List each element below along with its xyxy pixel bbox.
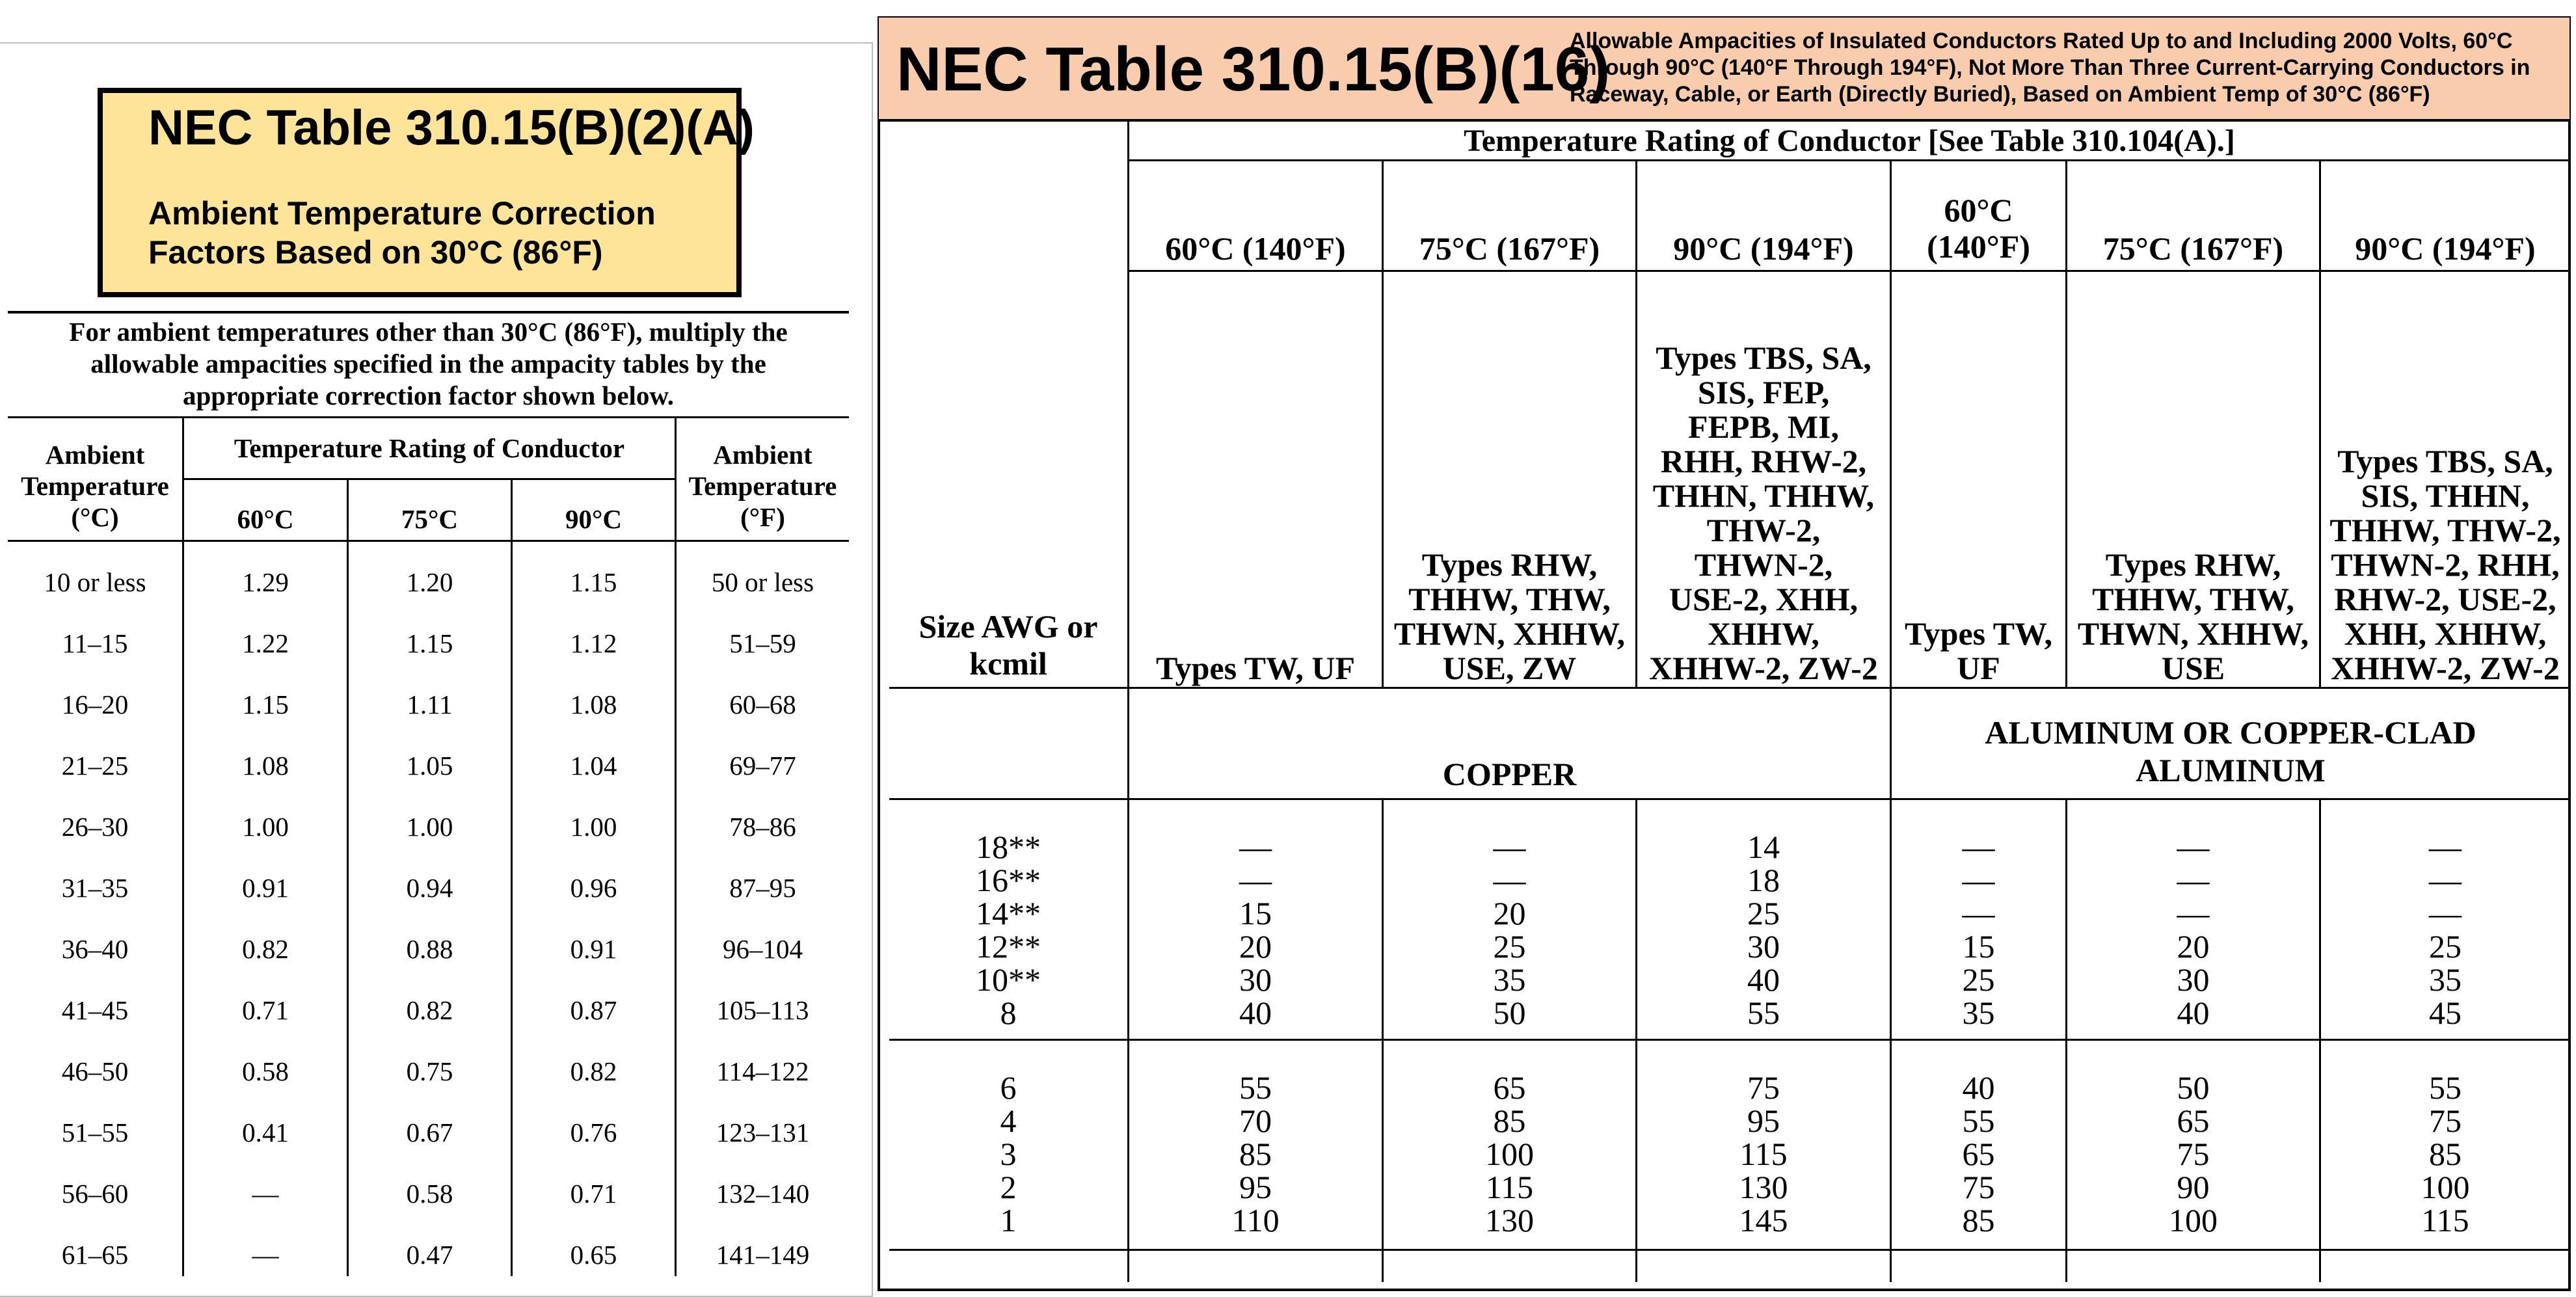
al60-group1-item: — (1962, 829, 1995, 865)
types-cu75 (1384, 273, 1635, 686)
al60-group2-item: 55 (1962, 1103, 1995, 1139)
sizes-group1-item: 14** (976, 895, 1041, 931)
factor-75c-cell: 0.88 (406, 934, 453, 964)
header-ambient-f (677, 439, 849, 533)
ambient-c-cell: 26–30 (61, 812, 129, 842)
col-header-cu90: 90°C (194°F) (1673, 230, 1854, 267)
sizes-group1-item: 16** (976, 862, 1041, 898)
al60-group1-item: 15 (1962, 928, 1995, 965)
header-75c: 75°C (401, 504, 458, 534)
al90-group1-item: 35 (2429, 961, 2462, 998)
types-cu90-item: THHN, THHW, (1652, 477, 1875, 514)
correction-table-badge (98, 88, 755, 297)
factor-60c-cell: — (252, 1179, 279, 1209)
ambient-c-cell: 31–35 (61, 873, 129, 903)
cu75-group1-item: — (1493, 862, 1526, 898)
cu75-group1 (1384, 831, 1635, 1030)
al90-group1-item: — (2429, 829, 2462, 865)
factor-90c-cell: 0.91 (570, 934, 617, 964)
ambient-f-cell: 69–77 (729, 751, 796, 781)
header-line: Temperature (21, 471, 169, 501)
sizes-group2-item: 4 (1000, 1103, 1017, 1139)
al60-group1-item: — (1962, 862, 1995, 898)
al75-group1-item: 40 (2177, 995, 2210, 1031)
al90-group2-item: 75 (2429, 1103, 2462, 1139)
types-al90-item: XHHW-2, ZW-2 (2331, 650, 2560, 686)
types-cu75-item: THHW, THW, (1408, 581, 1611, 617)
types-cu75-item: Types RHW, (1421, 546, 1598, 583)
factor-90c-cell: 1.00 (570, 812, 617, 842)
ambient-c-cell: 56–60 (61, 1179, 129, 1209)
ambient-c-cell: 61–65 (61, 1240, 129, 1270)
size-header-line: kcmil (969, 645, 1047, 682)
types-cu90-item: USE-2, XHH, (1669, 581, 1858, 617)
ambient-c-cell: 36–40 (61, 934, 129, 964)
factor-60c-cell: 1.00 (242, 812, 289, 842)
header-line: (°C) (71, 502, 119, 532)
types-cu90-item: Types TBS, SA, (1656, 340, 1872, 376)
types-al60 (1892, 273, 2065, 686)
types-cu60-item: Types TW, UF (1155, 650, 1356, 686)
al90-group1-item: — (2429, 895, 2462, 931)
al60-group1-item: 25 (1962, 961, 1995, 998)
types-cu90-item: SIS, FEP, (1697, 374, 1830, 410)
al90-group2-item: 115 (2421, 1202, 2469, 1238)
cu75-group1-item: 35 (1493, 961, 1526, 998)
banner-description (1570, 28, 2530, 108)
al60-group1 (1892, 831, 2065, 1030)
al90-group1-item: 45 (2429, 995, 2462, 1031)
sizes-group2 (889, 1071, 1127, 1237)
cu90-group1 (1637, 831, 1890, 1030)
factor-90c-cell: 0.65 (570, 1240, 617, 1270)
ambient-f-cell: 114–122 (716, 1056, 809, 1086)
factor-75c-cell: 0.47 (406, 1240, 453, 1270)
col-header-al90: 90°C (194°F) (2355, 230, 2536, 267)
types-cu60 (1129, 273, 1382, 686)
al60-group2-item: 85 (1962, 1202, 1995, 1238)
al60-group2 (1892, 1071, 2065, 1237)
sizes-group2-item: 6 (1000, 1069, 1017, 1106)
cu60-group1 (1129, 831, 1382, 1030)
al60-group2-item: 40 (1962, 1069, 1995, 1106)
factor-75c-cell: 0.94 (406, 873, 453, 903)
cu60-group2-item: 85 (1239, 1136, 1272, 1172)
cu90-group2-item: 145 (1739, 1202, 1788, 1238)
header-line: Ambient (713, 440, 812, 470)
al90-group1 (2321, 831, 2569, 1030)
factor-90c-cell: 0.71 (570, 1179, 617, 1209)
temp-rating-header: Temperature Rating of Conductor [See Table 310.104(A).] (1464, 123, 2235, 158)
aluminum-label-line: ALUMINUM (2136, 752, 2326, 788)
al75-group1-item: 30 (2177, 961, 2210, 998)
badge-subtitle (148, 194, 656, 272)
cu75-group2-item: 100 (1485, 1136, 1534, 1172)
al60-group1-item: 35 (1962, 995, 1995, 1031)
factor-60c-cell: 1.29 (242, 567, 289, 597)
ambient-c-cell: 11–15 (62, 628, 128, 658)
intro-line: appropriate correction factor shown below. (182, 381, 675, 410)
col-header-line: (140°F) (1927, 228, 2030, 265)
ambient-f-cell: 87–95 (729, 873, 796, 903)
aluminum-label (1892, 714, 2569, 789)
types-cu90-item: THWN-2, (1694, 546, 1833, 583)
cu75-group1-item: — (1493, 829, 1526, 865)
header-line: Ambient (45, 440, 145, 470)
ambient-f-cell: 50 or less (711, 567, 814, 597)
factor-75c-cell: 0.58 (406, 1179, 453, 1209)
cu90-group1-item: 18 (1747, 862, 1780, 898)
cu90-group2-item: 75 (1747, 1069, 1780, 1106)
factor-75c-cell: 0.82 (406, 995, 453, 1025)
badge-title: NEC Table 310.15(B)(2)(A) (148, 100, 755, 155)
factor-75c-cell: 0.75 (406, 1056, 453, 1086)
types-al60-item: Types TW, (1905, 615, 2052, 652)
intro-line: allowable ampacities specified in the ampacity tables by the (90, 349, 766, 379)
sizes-group2-item: 3 (1000, 1136, 1017, 1172)
cu75-group1-item: 50 (1493, 995, 1526, 1031)
col-header-cu60: 60°C (140°F) (1165, 230, 1346, 267)
ambient-f-cell: 51–59 (729, 628, 796, 658)
aluminum-label-line: ALUMINUM OR COPPER-CLAD (1985, 714, 2476, 751)
al75-group2-item: 75 (2177, 1136, 2210, 1172)
factor-75c-cell: 1.00 (406, 812, 453, 842)
banner-title: NEC Table 310.15(B)(16) (896, 34, 1611, 104)
cu90-group1-item: 30 (1747, 928, 1780, 965)
types-al75 (2067, 273, 2319, 686)
cu90-group2-item: 130 (1739, 1169, 1788, 1205)
cu90-group1-item: 25 (1747, 895, 1780, 931)
factor-75c-cell: 0.67 (406, 1117, 453, 1147)
types-cu75-item: THWN, XHHW, (1393, 615, 1626, 652)
al90-group2-item: 55 (2429, 1069, 2462, 1106)
cu90-group1-item: 55 (1747, 995, 1780, 1031)
al75-group1-item: — (2177, 829, 2210, 865)
cu75-group2-item: 85 (1493, 1103, 1526, 1139)
factor-60c-cell: 0.91 (242, 873, 289, 903)
al75-group1-item: — (2177, 862, 2210, 898)
factor-75c-cell: 1.15 (406, 628, 453, 658)
types-cu75-item: USE, ZW (1442, 650, 1577, 686)
header-ambient-c (8, 439, 182, 533)
al75-group2-item: 100 (2169, 1202, 2218, 1238)
banner-desc-line: Allowable Ampacities of Insulated Conductors Rated Up to and Including 2000 Volts, 60°C (1570, 29, 2513, 53)
factor-90c-cell: 1.08 (570, 689, 617, 719)
ambient-f-cell: 132–140 (716, 1179, 810, 1209)
types-al90-item: THHW, THW-2, (2329, 512, 2561, 548)
rule (889, 687, 2569, 689)
factor-90c-cell: 0.96 (570, 873, 617, 903)
factor-90c-cell: 0.76 (570, 1117, 617, 1147)
types-cu90-item: XHHW-2, ZW-2 (1649, 650, 1878, 686)
cu75-group2 (1384, 1071, 1635, 1237)
types-al90-item: SIS, THHN, (2361, 477, 2530, 514)
factor-90c-cell: 1.04 (570, 751, 617, 781)
sizes-group1 (889, 831, 1127, 1030)
cu60-group1-item: 15 (1239, 895, 1272, 931)
ambient-c-cell: 41–45 (61, 995, 129, 1025)
al75-group2 (2067, 1071, 2319, 1237)
al90-group2 (2321, 1071, 2569, 1237)
factor-90c-cell: 0.87 (570, 995, 617, 1025)
cu60-group1-item: — (1239, 829, 1272, 865)
factor-90c-cell: 1.15 (570, 567, 617, 597)
cu90-group1-item: 14 (1747, 829, 1780, 865)
cu75-group1-item: 25 (1493, 928, 1526, 965)
factor-90c-cell: 1.12 (570, 628, 617, 658)
intro-text (8, 316, 849, 412)
cu90-group2-item: 115 (1739, 1136, 1788, 1172)
rule (183, 478, 675, 480)
cu60-group1-item: 40 (1239, 995, 1272, 1031)
al60-group1-item: — (1962, 895, 1995, 931)
sizes-group1-item: 10** (976, 961, 1041, 998)
header-line: Temperature (688, 471, 837, 501)
col-header-al60 (1892, 192, 2065, 265)
al60-group2-item: 75 (1962, 1169, 1995, 1205)
types-al75-item: USE (2161, 650, 2225, 686)
factor-60c-cell: — (252, 1240, 279, 1270)
al75-group2-item: 65 (2177, 1103, 2210, 1139)
al60-group2-item: 65 (1962, 1136, 1995, 1172)
factor-60c-cell: 0.58 (242, 1056, 289, 1086)
cu75-group1-item: 20 (1493, 895, 1526, 931)
header-60c: 60°C (237, 504, 294, 534)
ambient-f-cell: 141–149 (716, 1240, 810, 1270)
cu60-group1-item: 30 (1239, 961, 1272, 998)
cu60-group2 (1129, 1071, 1382, 1237)
al75-group1-item: 20 (2177, 928, 2210, 965)
sizes-group2-item: 1 (1000, 1202, 1017, 1238)
al75-group1 (2067, 831, 2319, 1030)
ambient-f-cell: 123–131 (716, 1117, 810, 1147)
ambient-f-cell: 60–68 (729, 689, 796, 719)
types-al90-item: THWN-2, RHH, (2331, 546, 2560, 583)
factor-75c-cell: 1.11 (407, 689, 453, 719)
ambient-f-cell: 78–86 (729, 812, 796, 842)
factor-60c-cell: 1.15 (242, 689, 289, 719)
badge-subtitle-line: Ambient Temperature Correction (148, 195, 656, 232)
ambient-c-cell: 16–20 (61, 689, 129, 719)
factor-60c-cell: 0.71 (242, 995, 289, 1025)
ambient-c-cell: 21–25 (61, 751, 129, 781)
cu60-group2-item: 110 (1231, 1202, 1280, 1238)
al90-group1-item: 25 (2429, 928, 2462, 965)
ambient-c-cell: 46–50 (61, 1056, 129, 1086)
cu60-group2-item: 55 (1239, 1069, 1272, 1106)
rule (889, 1039, 2569, 1041)
types-cu90-item: THW-2, (1706, 512, 1821, 548)
col-header-cu75: 75°C (167°F) (1419, 230, 1600, 267)
types-al75-item: THWN, XHHW, (2077, 615, 2309, 652)
rule (1129, 159, 2569, 161)
title-banner (879, 18, 2569, 120)
copper-label: COPPER (1442, 756, 1577, 792)
types-al90 (2321, 273, 2569, 686)
size-header (889, 608, 1127, 682)
al75-group2-item: 90 (2177, 1169, 2210, 1205)
al75-group2-item: 50 (2177, 1069, 2210, 1106)
factor-75c-cell: 1.05 (406, 751, 453, 781)
header-temp-rating: Temperature Rating of Conductor (234, 433, 625, 463)
rule (1129, 270, 2569, 272)
col-header-al75: 75°C (167°F) (2102, 230, 2284, 267)
types-al75-item: Types RHW, (2105, 546, 2281, 583)
al90-group2-item: 85 (2429, 1136, 2462, 1172)
header-90c: 90°C (565, 504, 622, 534)
factor-60c-cell: 1.22 (242, 628, 289, 658)
banner-desc-line: Raceway, Cable, or Earth (Directly Buried), Based on Ambient Temp of 30°C (86°F) (1570, 82, 2430, 107)
types-cu90-item: RHH, RHW-2, (1660, 443, 1867, 479)
cu60-group2-item: 95 (1239, 1169, 1272, 1205)
rule (889, 1249, 2569, 1251)
ambient-f-cell: 105–113 (716, 995, 809, 1025)
size-header-line: Size AWG or (919, 608, 1098, 645)
cu60-group2-item: 70 (1239, 1103, 1272, 1139)
factor-60c-cell: 1.08 (242, 751, 289, 781)
cu60-group1-item: 20 (1239, 928, 1272, 965)
factor-60c-cell: 0.41 (242, 1117, 289, 1147)
types-al90-item: XHH, XHHW, (2344, 615, 2547, 652)
factor-90c-cell: 0.82 (570, 1056, 617, 1086)
sizes-group2-item: 2 (1000, 1169, 1017, 1205)
sizes-group1-item: 8 (1000, 995, 1017, 1031)
al90-group2-item: 100 (2421, 1169, 2470, 1205)
types-al75-item: THHW, THW, (2092, 581, 2294, 617)
factor-60c-cell: 0.82 (242, 934, 289, 964)
cu90-group1-item: 40 (1747, 961, 1780, 998)
types-al90-item: Types TBS, SA, (2337, 443, 2553, 479)
header-line: (°F) (740, 502, 785, 532)
ambient-c-cell: 51–55 (61, 1117, 129, 1147)
types-al90-item: RHW-2, USE-2, (2334, 581, 2556, 617)
col-header-line: 60°C (1944, 192, 2013, 228)
al90-group1-item: — (2429, 862, 2462, 898)
rule (889, 798, 2569, 800)
types-cu90-item: XHHW, (1708, 615, 1819, 652)
factor-75c-cell: 1.20 (406, 567, 453, 597)
cu90-group2 (1637, 1071, 1890, 1237)
intro-line: For ambient temperatures other than 30°C (86°F), multiply the (69, 317, 788, 347)
ambient-f-cell: 96–104 (723, 934, 803, 964)
cu75-group2-item: 65 (1493, 1069, 1526, 1106)
cu75-group2-item: 115 (1485, 1169, 1534, 1205)
badge-subtitle-line: Factors Based on 30°C (86°F) (148, 234, 603, 271)
types-cu90 (1637, 273, 1890, 686)
rule (8, 311, 849, 314)
ambient-c-cell: 10 or less (44, 567, 146, 597)
cu90-group2-item: 95 (1747, 1103, 1780, 1139)
cu75-group2-item: 130 (1485, 1202, 1534, 1238)
sizes-group1-item: 18** (976, 829, 1041, 865)
cu60-group1-item: — (1239, 862, 1272, 898)
al75-group1-item: — (2177, 895, 2210, 931)
banner-desc-line: Through 90°C (140°F Through 194°F), Not More Than Three Current-Carrying Conductors in (1570, 55, 2530, 80)
types-cu90-item: FEPB, MI, (1688, 408, 1839, 445)
types-al60-item: UF (1957, 650, 2000, 686)
sizes-group1-item: 12** (976, 928, 1041, 965)
